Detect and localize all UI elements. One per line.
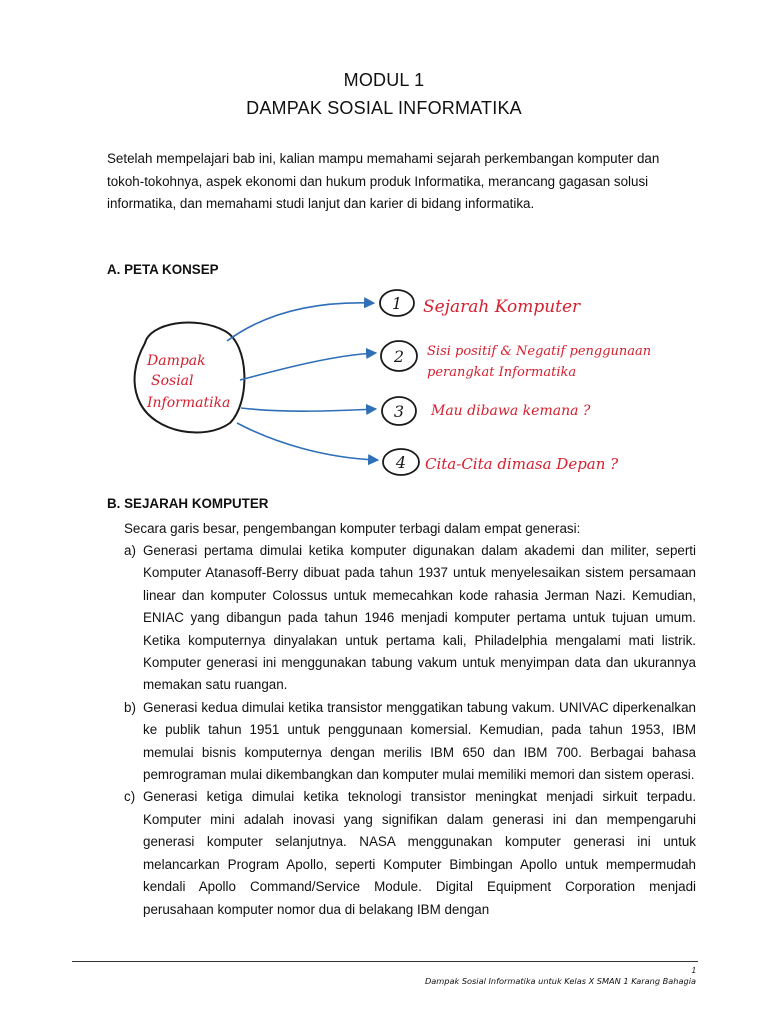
page-number: 1 bbox=[691, 966, 696, 975]
concept-map bbox=[125, 283, 745, 488]
branch-text-2b: perangkat Informatika bbox=[427, 365, 577, 380]
list-item-text: Generasi ketiga dimulai ketika teknologi transistor meningkat menjadi sirkuit terpadu. Komputer mini adalah inovasi yang signifikan dalam generasi ini dan mempengaruhi generasi komputer selanjutnya. NASA menggunakan komputer generasi ini untuk melancarkan Program Apollo, seperti Komputer Bimbingan Apollo untuk mempermudah kendali Apollo Command/Service Module. Digital Equipment Corporation menjadi perusahaan komputer nomor dua di belakang IBM dengan bbox=[143, 789, 696, 917]
list-marker: b) bbox=[124, 699, 136, 715]
branch-text-3: Mau dibawa kemana ? bbox=[431, 403, 591, 419]
list-item bbox=[124, 540, 696, 697]
center-line-3: Informatika bbox=[147, 395, 231, 411]
page-title: DAMPAK SOSIAL INFORMATIKA bbox=[246, 98, 522, 118]
footer-text: Dampak Sosial Informatika untuk Kelas X SMAN 1 Karang Bahagia bbox=[424, 976, 696, 986]
branch-number-3: 3 bbox=[393, 402, 405, 421]
branch-number-2: 2 bbox=[393, 347, 405, 366]
arrow-3 bbox=[241, 408, 375, 411]
section-b-lead: Secara garis besar, pengembangan komputer terbagi dalam empat generasi: bbox=[124, 521, 581, 536]
arrow-4 bbox=[237, 423, 377, 460]
section-a-heading: A. PETA KONSEP bbox=[107, 262, 219, 277]
footer-divider bbox=[72, 961, 698, 962]
list-item bbox=[124, 697, 696, 787]
arrow-1 bbox=[227, 303, 373, 341]
center-line-1: Dampak bbox=[147, 353, 206, 369]
list-marker: a) bbox=[124, 543, 136, 558]
branch-text-4: Cita-Cita dimasa Depan ? bbox=[425, 455, 619, 473]
generation-list bbox=[124, 540, 696, 921]
center-line-2: Sosial bbox=[151, 373, 194, 389]
branch-number-1: 1 bbox=[391, 294, 403, 313]
branch-text-1: Sejarah Komputer bbox=[423, 297, 581, 317]
branch-number-4: 4 bbox=[395, 453, 407, 472]
section-b-heading: B. SEJARAH KOMPUTER bbox=[107, 496, 269, 511]
list-marker: c) bbox=[124, 789, 136, 805]
list-item bbox=[124, 786, 696, 920]
intro-paragraph: Setelah mempelajari bab ini, kalian mampu memahami sejarah perkembangan komputer dan tokoh-tokohnya, aspek ekonomi dan hukum produk Informatika, merancang gagasan solusi informatika, dan memahami studi lanjut dan karier di bidang informatika. bbox=[107, 151, 660, 211]
list-item-text: Generasi kedua dimulai ketika transistor menggatikan tabung vakum. UNIVAC diperkenalkan ke publik tahun 1951 untuk penggunaan komersial. Kemudian, pada tahun 1953, IBM memulai bisnis komputernya dengan merilis IBM 650 dan IBM 700. Berbagai bahasa pemrograman mulai dikembangkan dan komputer mulai memiliki memori dan sistem operasi. bbox=[143, 699, 696, 783]
list-item-text: Generasi pertama dimulai ketika komputer digunakan dalam akademi dan militer, seperti Komputer Atanasoff-Berry dibuat pada tahun 1937 untuk menyelesaikan sistem persamaan linear dan komputer Colossus untuk memecahkan kode rahasia Jerman Nazi. Kemudian, ENIAC yang dibangun pada tahun 1946 menjadi komputer pertama untuk tujuan umum. Ketika komputernya dinyalakan untuk pertama kali, Philadelphia mengalami mati listrik. Komputer generasi ini menggunakan tabung vakum untuk menyimpan data dan ukurannya memakan satu ruangan. bbox=[143, 543, 696, 693]
module-number: MODUL 1 bbox=[343, 70, 425, 90]
branch-text-2a: Sisi positif & Negatif penggunaan bbox=[427, 344, 652, 359]
arrow-2 bbox=[240, 353, 375, 380]
